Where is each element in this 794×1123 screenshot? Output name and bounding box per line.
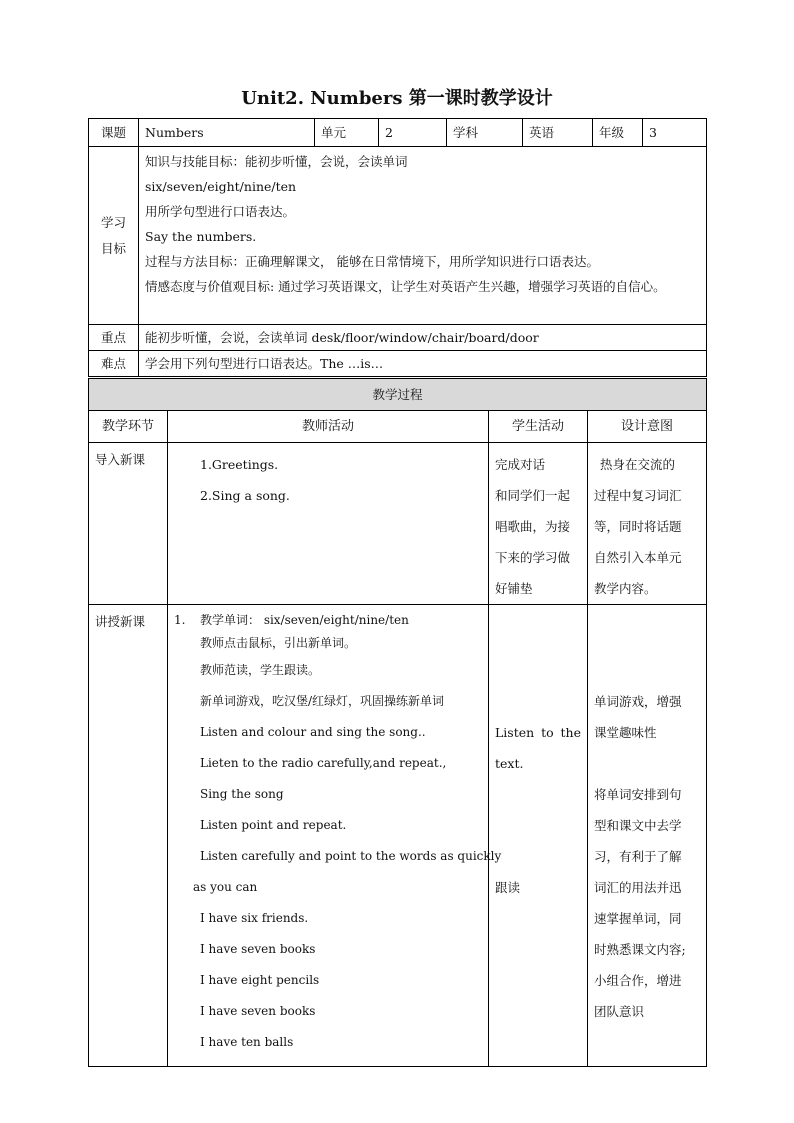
teacher-line: Listen carefully and point to the words as quickly — [200, 849, 502, 863]
teacher-line: Sing the song — [200, 787, 284, 801]
intent-line: 型和课文中去学 — [594, 818, 682, 833]
intent-line: 将单词安排到句 — [594, 787, 682, 802]
process-title: 教学过程 — [89, 379, 707, 411]
intent-line: 习，有利于了解 — [594, 849, 682, 864]
student-line: 完成对话 — [495, 457, 546, 472]
student-line: 下来的学习做 — [495, 550, 571, 565]
subject-label: 学科 — [447, 119, 523, 147]
subject-value: 英语 — [523, 119, 593, 147]
header-intent: 设计意图 — [588, 411, 707, 443]
teacher-line: Listen and colour and sing the song.. — [200, 725, 426, 739]
difficulty-text: 学会用下列句型进行口语表达。The …is… — [139, 351, 707, 377]
intent-line: 时熟悉课文内容; — [594, 942, 686, 957]
teacher-line: I have eight pencils — [200, 973, 320, 987]
intent-line: 课堂趣味性 — [594, 725, 657, 740]
difficulty-label: 难点 — [89, 351, 139, 377]
unit-value: 2 — [379, 119, 447, 147]
stage-cell: 讲授新课 — [89, 605, 168, 1067]
header-student: 学生活动 — [489, 411, 588, 443]
student-cell — [489, 605, 588, 1067]
teacher-line: as you can — [193, 880, 258, 894]
objective-line: Say the numbers. — [145, 229, 257, 244]
objective-line: 情感态度与价值观目标: 通过学习英语课文，让学生对英语产生兴趣，增强学习英语的自信心。 — [145, 279, 666, 294]
teacher-cell — [168, 443, 489, 605]
teacher-line: I have ten balls — [200, 1035, 294, 1049]
teacher-line: 教师点击鼠标，引出新单词。 — [200, 636, 357, 650]
objective-line: 知识与技能目标：能初步听懂，会说，会读单词 — [145, 154, 408, 169]
student-line: 唱歌曲，为接 — [495, 519, 571, 534]
stage-cell: 导入新课 — [89, 443, 168, 605]
objective-line: 过程与方法目标：正确理解课文， 能够在日常情境下，用所学知识进行口语表达。 — [145, 254, 599, 269]
step-number: 1. — [174, 613, 186, 627]
teacher-line: Listen point and repeat. — [200, 818, 347, 832]
key-point-text: 能初步听懂，会说，会读单词 desk/floor/window/chair/board/door — [139, 325, 707, 351]
intent-line: 过程中复习词汇 — [594, 488, 682, 503]
intent-line: 单词游戏，增强 — [594, 694, 682, 709]
student-line: 和同学们一起 — [495, 488, 571, 503]
table-row — [89, 605, 707, 1067]
course-label: 课题 — [89, 119, 139, 147]
grade-value: 3 — [643, 119, 707, 147]
intent-line: 自然引入本单元 — [594, 550, 682, 565]
teacher-line: Lieten to the radio carefully,and repeat., — [200, 756, 447, 770]
unit-label: 单元 — [315, 119, 379, 147]
objective-line: six/seven/eight/nine/ten — [145, 179, 297, 194]
student-line: 好铺垫 — [495, 581, 533, 596]
teacher-line: 教学单词： six/seven/eight/nine/ten — [200, 613, 409, 627]
page-title: Unit2. Numbers 第一课时教学设计 — [241, 88, 553, 109]
teacher-line: I have seven books — [200, 1004, 316, 1018]
student-line: text. — [495, 756, 524, 771]
teacher-line: 新单词游戏，吃汉堡/红绿灯，巩固操练新单词 — [200, 694, 445, 708]
intent-cell — [588, 443, 707, 605]
info-table — [88, 118, 707, 377]
intent-line: 词汇的用法并迅 — [594, 880, 682, 895]
intent-line: 等，同时将话题 — [594, 519, 682, 534]
table-row — [89, 443, 707, 605]
student-cell — [489, 443, 588, 605]
teacher-cell — [168, 605, 502, 1067]
intent-line: 速掌握单词，同 — [594, 911, 682, 926]
objective-line: 用所学句型进行口语表达。 — [145, 204, 296, 219]
teacher-line: I have seven books — [200, 942, 316, 956]
header-stage: 教学环节 — [89, 411, 168, 443]
intent-line: 热身在交流的 — [600, 457, 676, 472]
teacher-line: 1.Greetings. — [200, 457, 279, 472]
teacher-line: 2.Sing a song. — [200, 488, 290, 503]
intent-line: 小组合作，增进 — [594, 973, 682, 988]
teacher-line: 教师范读，学生跟读。 — [200, 663, 321, 677]
student-line: Listen to the — [495, 725, 581, 740]
process-table — [88, 378, 707, 1067]
intent-line: 教学内容。 — [594, 581, 657, 596]
student-line: 跟读 — [495, 880, 521, 895]
objectives-label: 学习目标 — [89, 147, 139, 325]
grade-label: 年级 — [593, 119, 643, 147]
intent-cell — [588, 605, 707, 1067]
course-value: Numbers — [139, 119, 315, 147]
header-teacher: 教师活动 — [168, 411, 489, 443]
intent-line: 团队意识 — [594, 1004, 645, 1019]
teacher-line: I have six friends. — [200, 911, 309, 925]
key-point-label: 重点 — [89, 325, 139, 351]
objectives-content — [139, 147, 707, 325]
